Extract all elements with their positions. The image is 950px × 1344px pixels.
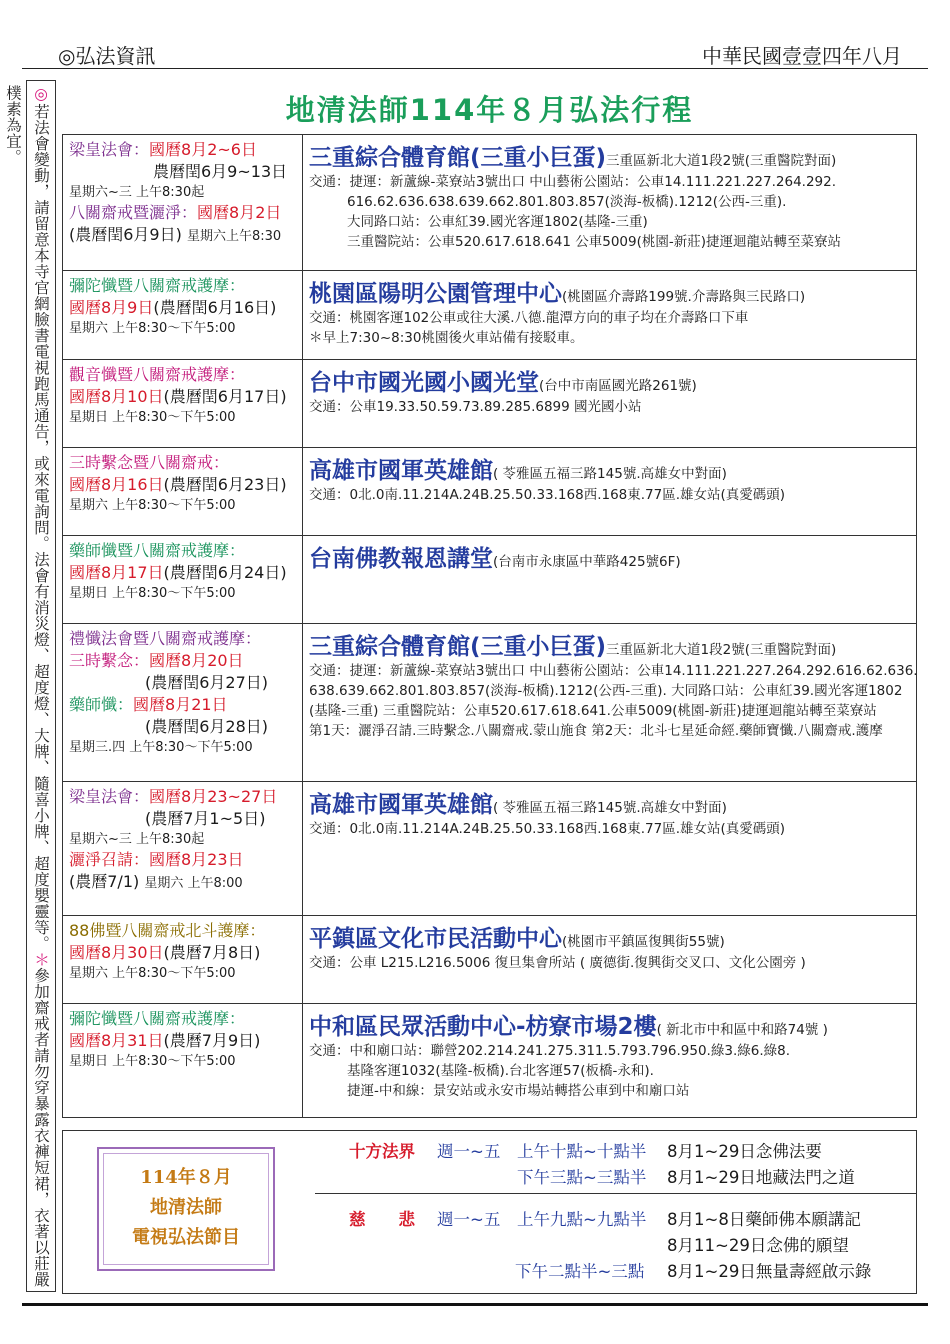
event-text: 國曆8月10日: [69, 387, 164, 406]
schedule-row: [63, 624, 917, 782]
event-text: 星期日 上午8:30～下午5:00: [69, 410, 236, 425]
issue-date: 中華民國壹壹四年八月: [702, 44, 902, 68]
event-text: (農曆閏6月17日): [163, 387, 287, 406]
event-line: [69, 920, 296, 942]
event-line: [69, 808, 296, 830]
venue-name: 中和區民眾活動中心-枋寮市場2樓: [309, 1014, 657, 1040]
event-line: [69, 871, 296, 893]
event-text: 藥師懺：: [69, 695, 134, 714]
event-text: 國曆8月21日: [133, 695, 228, 714]
schedule-row: [63, 916, 917, 1004]
event-text: 星期六 上午8:30～下午5:00: [69, 321, 236, 336]
schedule-table: [62, 134, 917, 1118]
event-text: 星期六 上午8:30～下午5:00: [69, 498, 236, 513]
venue-name: 三重綜合體育館(三重小巨蛋): [309, 145, 607, 171]
event-text: 觀音懺暨八關齋戒護摩：: [69, 365, 246, 384]
schedule-row: [63, 360, 917, 448]
transport-line: 交通：中和廟口站：聯營202.214.241.275.311.5.793.796.950.綠3.綠6.綠8.: [309, 1043, 790, 1059]
event-line: [69, 408, 296, 427]
tv-time: 上午九點~九點半: [517, 1210, 647, 1229]
event-text: 星期三.四 上午8:30～下午5:00: [69, 740, 253, 755]
transport-line: 第1天：灑淨召請.三時繫念.八關齋戒.蒙山施食 第2天：北斗七星延命經.藥師寶懺.八關齋戒.護摩: [309, 723, 883, 739]
tv-time: 上午十點~十點半: [517, 1142, 647, 1161]
event-text: 梁皇法會：: [69, 140, 150, 159]
event-line: [69, 942, 296, 964]
event-text: 星期日 上午8:30～下午5:00: [69, 586, 236, 601]
venue-address: 三重區新北大道1段2號(三重醫院對面): [606, 642, 837, 658]
event-cell: [63, 782, 303, 916]
event-line: [69, 716, 296, 738]
event-text: (農曆閏6月28日): [145, 717, 269, 736]
event-text: 國曆8月31日: [69, 1031, 164, 1050]
tv-time: 下午二點半~三點: [515, 1262, 645, 1281]
notice-mark: ◎: [32, 85, 50, 104]
event-line: [69, 628, 296, 650]
venue-heading: [309, 452, 910, 485]
venue-name: 高雄市國軍英雄館: [309, 458, 493, 484]
event-line: [69, 738, 296, 757]
event-text: 星期六 上午8:00: [144, 876, 243, 891]
venue-heading: [309, 1008, 910, 1041]
event-text: 國曆8月2日: [197, 203, 282, 222]
event-line: [69, 849, 296, 871]
section-label: ◎弘法資訊: [58, 44, 156, 68]
event-line: [69, 275, 296, 297]
venue-address: 三重區新北大道1段2號(三重醫院對面): [606, 153, 837, 169]
venue-address: (台南市永康區中華路425號6F): [493, 554, 681, 570]
tv-title-line: 電視弘法節目: [132, 1227, 240, 1248]
venue-name: 台南佛教報恩講堂: [309, 546, 493, 572]
transport-line: (基隆-三重) 三重醫院站：公車520.617.618.641.公車5009(桃園-新莊)捷運迴龍站轉至菜寮站: [309, 703, 877, 719]
event-text: 三時繫念：: [69, 651, 150, 670]
venue-name: 桃園區陽明公園管理中心: [309, 281, 562, 307]
venue-cell: [303, 536, 917, 624]
transport-line: 大同路口站：公車紅39.國光客運1802(基隆-三重): [347, 214, 648, 230]
event-cell: [63, 916, 303, 1004]
transport-line: 交通：公車 L215.L216.5006 復旦集會所站 ( 廣德街.復興街交叉口、文化公園旁 ): [309, 955, 806, 971]
schedule-row: [63, 271, 917, 360]
event-line: [69, 161, 296, 183]
event-text: 國曆8月16日: [69, 475, 164, 494]
event-line: [69, 364, 296, 386]
venue-heading: [309, 786, 910, 819]
venue-heading: [309, 920, 910, 953]
event-text: 灑淨召請：國曆8月23日: [69, 850, 244, 869]
venue-address: (桃園市平鎮區復興街55號): [562, 934, 725, 950]
event-text: (農曆7月8日): [163, 943, 261, 962]
event-text: 梁皇法會：: [69, 787, 150, 806]
tv-program: 8月1~29日地藏法門之道: [667, 1168, 855, 1187]
schedule-row: [63, 536, 917, 624]
venue-cell: [303, 624, 917, 782]
venue-cell: [303, 271, 917, 360]
event-line: [69, 139, 296, 161]
event-text: (農曆閏6月24日): [163, 563, 287, 582]
venue-cell: [303, 916, 917, 1004]
tv-program: 8月1~8日藥師佛本願講記: [667, 1210, 861, 1229]
event-text: 藥師懺暨八關齋戒護摩：: [69, 541, 246, 560]
transport-line: 交通：捷運：新蘆線-菜寮站3號出口 中山藝術公園站：公車14.111.221.227.264.292.616.62.636.: [309, 663, 918, 679]
tv-title-box: [97, 1147, 275, 1271]
event-text: 星期六 上午8:30～下午5:00: [69, 966, 236, 981]
event-line: [69, 584, 296, 603]
venue-heading: [309, 540, 910, 573]
event-line: [69, 964, 296, 983]
header-divider: [22, 68, 928, 69]
event-text: (農曆閏6月23日): [163, 475, 287, 494]
event-cell: [63, 135, 303, 271]
transport-line: 基隆客運1032(基隆-板橋).台北客運57(板橋-永和).: [347, 1063, 654, 1079]
venue-address: (台中市南區國光路261號): [539, 378, 697, 394]
notice-mark: ＊: [32, 951, 50, 968]
transport-line: 交通：0北.0南.11.214A.24B.25.50.33.168西.168東.77區.雄女站(真愛碼頭): [309, 821, 786, 837]
venue-address: ( 新北市中和區中和路74號 ): [656, 1022, 828, 1038]
venue-address: (桃園區介壽路199號.介壽路與三民路口): [562, 289, 806, 305]
schedule-row: [63, 1004, 917, 1118]
venue-cell: [303, 360, 917, 448]
venue-name: 高雄市國軍英雄館: [309, 792, 493, 818]
event-text: (農曆閏6月16日): [153, 298, 277, 317]
venue-cell: [303, 448, 917, 536]
event-line: [69, 297, 296, 319]
tv-channel: 慈 悲: [349, 1210, 415, 1229]
tv-days: 週一~五: [437, 1210, 501, 1229]
event-cell: [63, 360, 303, 448]
event-text: 農曆閏6月9~13日: [153, 162, 288, 181]
venue-cell: [303, 135, 917, 271]
event-cell: [63, 448, 303, 536]
venue-cell: [303, 782, 917, 916]
event-text: (農曆閏6月9日): [69, 225, 187, 244]
schedule-row: [63, 135, 917, 271]
transport-line: 交通：0北.0南.11.214A.24B.25.50.33.168西.168東.77區.雄女站(真愛碼頭): [309, 487, 786, 503]
transport-line: 捷運-中和線：景安站或永安市場站轉搭公車到中和廟口站: [347, 1083, 690, 1099]
event-line: [69, 786, 296, 808]
transport-line: 616.62.636.638.639.662.801.803.857(淡海-板橋).1212(公西-三重).: [347, 194, 787, 210]
venue-cell: [303, 1004, 917, 1118]
tv-program: 8月1~29日念佛法要: [667, 1142, 822, 1161]
event-line: [69, 224, 296, 246]
transport-line: 交通：公車19.33.50.59.73.89.285.6899 國光國小站: [309, 399, 642, 415]
event-cell: [63, 271, 303, 360]
event-text: 國曆8月20日: [149, 651, 244, 670]
event-text: 星期日 上午8:30～下午5:00: [69, 1054, 236, 1069]
venue-name: 平鎮區文化市民活動中心: [309, 926, 562, 952]
tv-days: 週一~五: [437, 1142, 501, 1161]
event-line: [69, 672, 296, 694]
schedule-row: [63, 782, 917, 916]
notice-text: 若法會變動，請留意本寺官網臉書電視跑馬通告，或來電詢問。法會有消災燈、超度燈、大牌、隨喜小牌、超度嬰靈等。: [32, 103, 50, 952]
event-line: [69, 540, 296, 562]
transport-line: 交通：捷運：新蘆線-菜寮站3號出口 中山藝術公園站：公車14.111.221.227.264.292.: [309, 174, 837, 190]
event-text: 星期六~三 上午8:30起: [69, 185, 205, 200]
tv-title-line: 地清法師: [150, 1197, 222, 1218]
event-text: 國曆8月30日: [69, 943, 164, 962]
event-text: 三時繫念暨八關齋戒：: [69, 453, 230, 472]
transport-line: 638.639.662.801.803.857(淡海-板橋).1212(公西-三重). 大同路口站：公車紅39.國光客運1802: [309, 683, 903, 699]
venue-heading: [309, 364, 910, 397]
event-text: (農曆7月9日): [163, 1031, 261, 1050]
event-text: 國曆8月23~27日: [149, 787, 278, 806]
venue-name: 三重綜合體育館(三重小巨蛋): [309, 634, 607, 660]
transport-line: 交通：桃園客運102公車或往大溪.八德.龍潭方向的車子均在介壽路口下車: [309, 310, 749, 326]
tv-title-line: 114年８月: [140, 1167, 232, 1188]
event-text: 彌陀懺暨八關齋戒護摩：: [69, 1009, 246, 1028]
event-text: 星期六上午8:30: [186, 229, 282, 244]
event-line: [69, 202, 296, 224]
event-text: (農曆閏6月27日): [145, 673, 269, 692]
event-text: 彌陀懺暨八關齋戒護摩：: [69, 276, 246, 295]
tv-channel: 十方法界: [349, 1142, 415, 1161]
event-line: [69, 319, 296, 338]
event-line: [69, 1052, 296, 1071]
event-line: [69, 386, 296, 408]
venue-address: ( 苓雅區五福三路145號.高雄女中對面): [493, 800, 727, 816]
bottom-rule: [22, 1303, 928, 1306]
schedule-row: [63, 448, 917, 536]
event-text: 國曆8月2~6日: [149, 140, 257, 159]
event-cell: [63, 624, 303, 782]
event-text: 88佛暨八關齋戒北斗護摩：: [69, 921, 266, 940]
event-cell: [63, 536, 303, 624]
venue-heading: [309, 275, 910, 308]
tv-program: 8月1~29日無量壽經啟示錄: [667, 1262, 872, 1281]
event-text: 星期六~三 上午8:30起: [69, 832, 205, 847]
tv-program-panel: [62, 1130, 917, 1294]
event-text: 八關齋戒暨灑淨：: [69, 203, 198, 222]
transport-line: ＊早上7:30~8:30桃園後火車站備有接駁車。: [309, 330, 584, 346]
transport-line: 三重醫院站：公車520.617.618.641 公車5009(桃園-新莊)捷運迴龍站轉至菜寮站: [347, 234, 841, 250]
sidebar-notice: [4, 80, 56, 1292]
tv-time: 下午三點~三點半: [517, 1168, 647, 1187]
event-text: 國曆8月17日: [69, 563, 164, 582]
event-line: [69, 562, 296, 584]
venue-heading: [309, 628, 910, 661]
tv-divider: [315, 1193, 916, 1194]
event-text: 國曆8月9日: [69, 298, 154, 317]
event-line: [69, 496, 296, 515]
event-line: [69, 830, 296, 849]
notice-text: 參加齋戒者請勿穿暴露衣褲短裙，衣著以莊嚴樸素為宜。: [4, 85, 50, 1288]
event-line: [69, 474, 296, 496]
event-line: [69, 694, 296, 716]
event-text: 禮懺法會暨八關齋戒護摩：: [69, 629, 262, 648]
venue-name: 台中市國光國小國光堂: [309, 370, 539, 396]
event-text: (農曆7月1~5日): [145, 809, 266, 828]
event-line: [69, 650, 296, 672]
event-text: (農曆7/1): [69, 872, 145, 891]
venue-heading: [309, 139, 910, 172]
event-cell: [63, 1004, 303, 1118]
page-title: 地清法師114年８月弘法行程: [285, 93, 694, 127]
venue-address: ( 苓雅區五福三路145號.高雄女中對面): [493, 466, 727, 482]
event-line: [69, 183, 296, 202]
event-line: [69, 452, 296, 474]
event-line: [69, 1030, 296, 1052]
tv-program: 8月11~29日念佛的願望: [667, 1236, 849, 1255]
event-line: [69, 1008, 296, 1030]
